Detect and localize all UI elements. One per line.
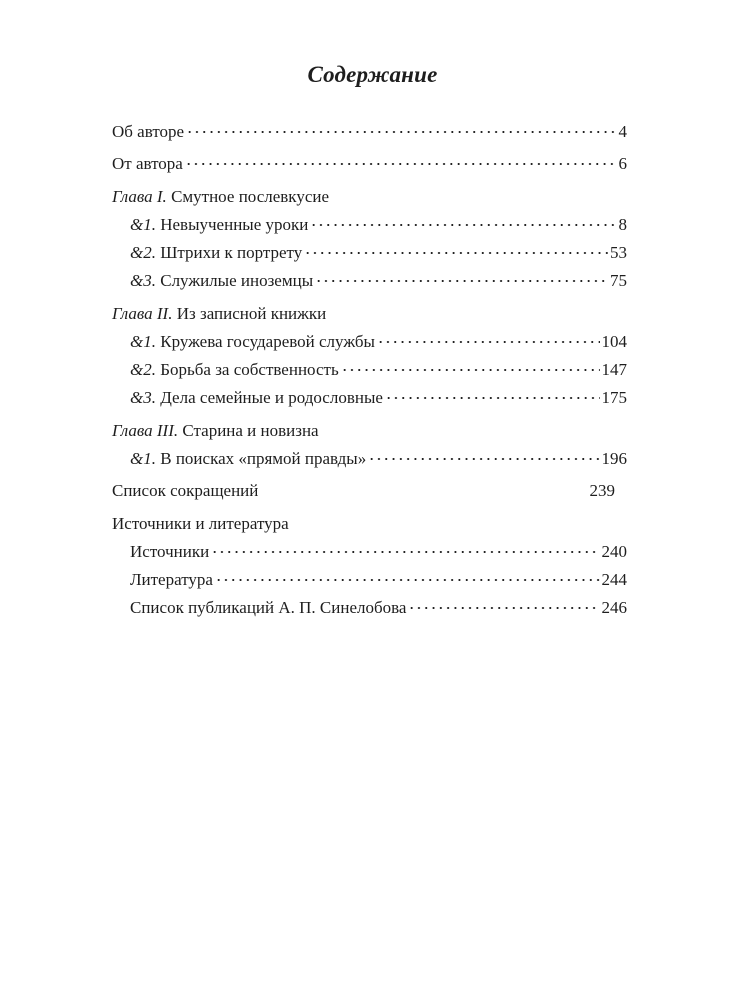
- dot-leader: [408, 607, 599, 609]
- section-number: &1.: [130, 215, 156, 234]
- dot-leader: [341, 369, 600, 371]
- dot-leader: [304, 252, 608, 254]
- dot-leader: [385, 397, 600, 399]
- toc-entry-label: Невыученные уроки: [155, 215, 309, 234]
- toc-page-number: 244: [601, 570, 627, 589]
- toc-page-number: 246: [601, 598, 627, 617]
- toc-entry-label: Кружева государевой службы: [155, 332, 375, 351]
- toc-entry-label: Служилые иноземцы: [155, 271, 314, 290]
- toc-entry[interactable]: [112, 566, 627, 594]
- toc-chapter-heading[interactable]: [112, 183, 627, 211]
- toc-entry-label: Об авторе: [112, 122, 185, 141]
- toc-entry[interactable]: [112, 239, 627, 267]
- toc-entry-label: Список сокращений: [112, 481, 259, 500]
- dot-leader: [186, 131, 616, 133]
- toc-page-number: 239: [589, 481, 615, 500]
- section-number: &1.: [130, 332, 156, 351]
- toc-entry[interactable]: [112, 150, 627, 178]
- dot-leader: [368, 458, 599, 460]
- toc-page-number: 240: [601, 542, 627, 561]
- toc-entry[interactable]: [112, 538, 627, 566]
- toc-page-number: 104: [601, 332, 627, 351]
- toc-section-heading[interactable]: [112, 510, 627, 538]
- toc-page-number: 6: [618, 154, 627, 173]
- dot-leader: [215, 579, 600, 581]
- toc-page-number: 8: [618, 215, 627, 234]
- dot-leader: [211, 551, 599, 553]
- toc-entry[interactable]: [112, 445, 627, 473]
- dot-leader: [185, 163, 617, 165]
- toc-entry[interactable]: [112, 267, 627, 295]
- dot-leader: [260, 490, 587, 492]
- toc-entry[interactable]: [112, 328, 627, 356]
- toc-page-number: 4: [618, 122, 627, 141]
- table-of-contents: [112, 118, 627, 622]
- section-number: &2.: [130, 360, 156, 379]
- toc-entry-label: Литература: [130, 570, 213, 589]
- toc-entry-label: Источники: [130, 542, 210, 561]
- dot-leader: [377, 341, 600, 343]
- toc-entry-label: Борьба за собственность: [155, 360, 339, 379]
- toc-entry-label: Смутное послевкусие: [166, 187, 330, 206]
- toc-entry-label: Дела семейные и родословные: [155, 388, 383, 407]
- section-number: &2.: [130, 243, 156, 262]
- toc-entry[interactable]: [112, 356, 627, 384]
- toc-entry[interactable]: [112, 594, 627, 622]
- toc-page-number: 147: [601, 360, 627, 379]
- toc-chapter-heading[interactable]: [112, 300, 627, 328]
- toc-entry-label: От автора: [112, 154, 183, 173]
- toc-page-number: 175: [601, 388, 627, 407]
- toc-page-number: 53: [610, 243, 627, 262]
- dot-leader: [315, 280, 608, 282]
- toc-page-number: 75: [610, 271, 627, 290]
- toc-entry-label: Штрихи к портрету: [155, 243, 303, 262]
- section-number: &3.: [130, 271, 156, 290]
- section-number: &1.: [130, 449, 156, 468]
- chapter-number: Глава III.: [112, 421, 179, 440]
- toc-entry-label: Из записной книжки: [172, 304, 327, 323]
- toc-page-number: 196: [601, 449, 627, 468]
- toc-entry-label: Старина и новизна: [178, 421, 319, 440]
- toc-entry-label: Список публикаций А. П. Синелобова: [130, 598, 407, 617]
- page-title: Содержание: [307, 62, 438, 87]
- toc-entry-label: Источники и литература: [112, 514, 289, 533]
- toc-entry[interactable]: [112, 211, 627, 239]
- toc-entry-label: В поисках «прямой правды»: [155, 449, 367, 468]
- toc-chapter-heading[interactable]: [112, 417, 627, 445]
- chapter-number: Глава I.: [112, 187, 167, 206]
- toc-entry[interactable]: [112, 118, 627, 146]
- dot-leader: [310, 224, 616, 226]
- section-number: &3.: [130, 388, 156, 407]
- toc-entry[interactable]: [112, 384, 627, 412]
- chapter-number: Глава II.: [112, 304, 173, 323]
- toc-entry[interactable]: [112, 477, 627, 505]
